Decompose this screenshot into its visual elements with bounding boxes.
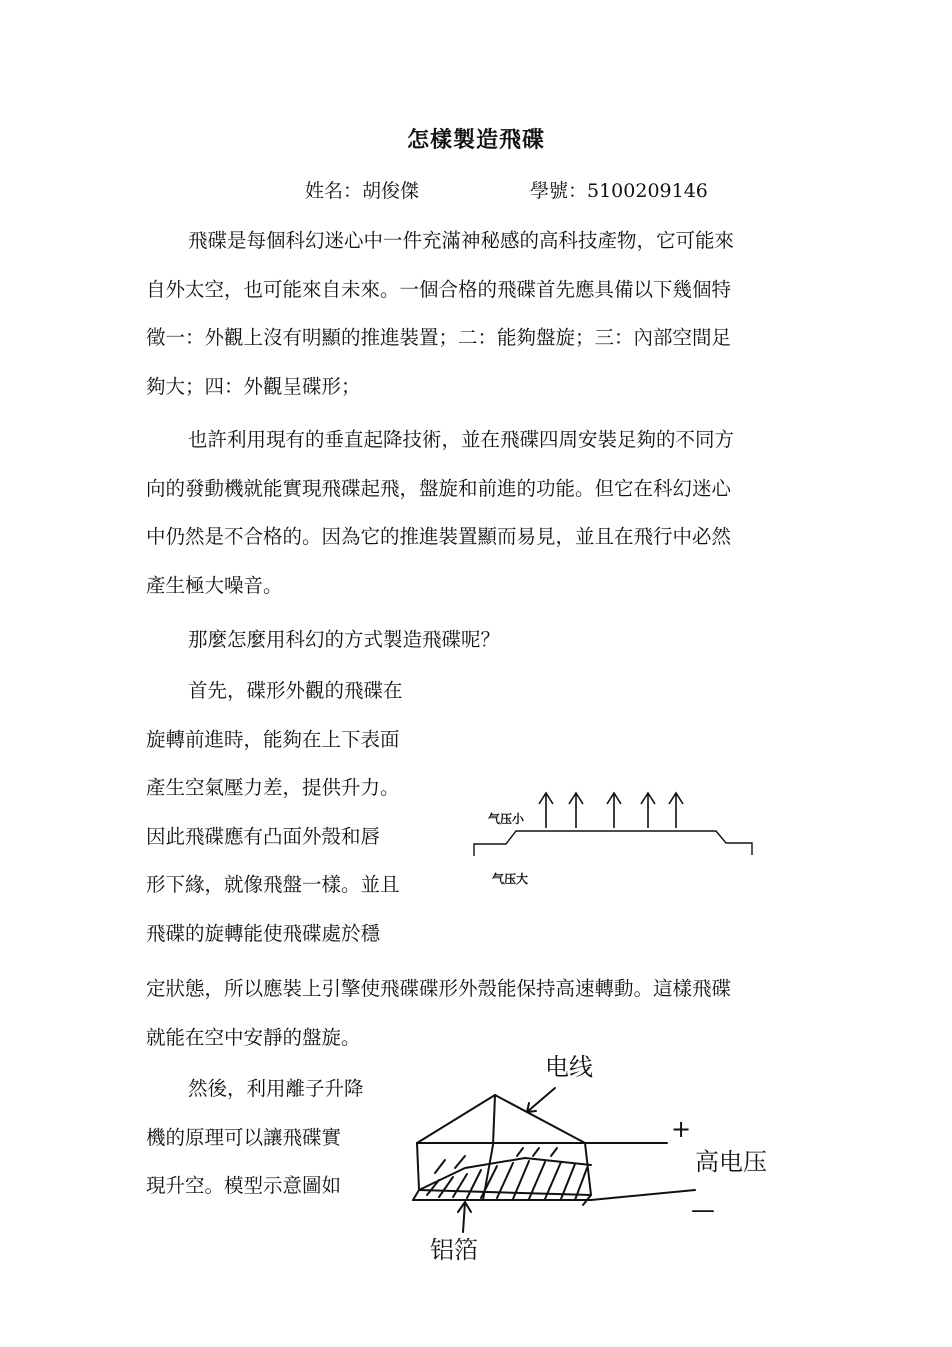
student-id: 學號：5100209146 [530, 180, 708, 202]
text-line: 飛碟的旋轉能使飛碟處於穩 [146, 921, 381, 945]
text-line: 也許利用現有的垂直起降技術，並在飛碟四周安裝足夠的不同方 [188, 428, 735, 451]
text-line: 夠大；四：外觀呈碟形； [146, 374, 361, 398]
text-line: 形下緣，就像飛盤一樣。並且 [146, 873, 400, 896]
label-wire: 电线 [545, 1053, 593, 1081]
text-line: 定狀態，所以應裝上引擎使飛碟碟形外殼能保持高速轉動。這樣飛碟 [146, 977, 732, 1000]
arrow-up-icon [607, 793, 621, 828]
label-high-pressure: 气压大 [492, 872, 529, 886]
text-line: 因此飛碟應有凸面外殼和唇 [146, 824, 381, 848]
document-title: 怎樣製造飛碟 [406, 127, 545, 153]
text-line: 徵一：外觀上沒有明顯的推進裝置；二：能夠盤旋；三：內部空間足 [146, 326, 732, 349]
text-line: 產生空氣壓力差，提供升力。 [146, 776, 400, 799]
text-line: 向的發動機就能實現飛碟起飛，盤旋和前進的功能。但它在科幻迷心 [146, 476, 732, 500]
label-high-voltage: 高电压 [695, 1148, 767, 1176]
text-line: 中仍然是不合格的。因為它的推進裝置顯而易見，並且在飛行中必然 [146, 525, 732, 548]
text-line: 旋轉前進時，能夠在上下表面 [146, 727, 400, 751]
text-line: 現升空。模型示意圖如 [146, 1174, 342, 1197]
text-line: 就能在空中安靜的盤旋。 [146, 1025, 361, 1049]
paragraph-5 [146, 1065, 391, 1211]
lift-arrows [539, 793, 683, 828]
text-line: 那麼怎麼用科幻的方式製造飛碟呢？ [188, 628, 501, 651]
paragraph-2 [146, 416, 810, 610]
arrow-up-icon [569, 793, 583, 828]
arrow-up-icon [539, 793, 553, 828]
paragraph-4 [146, 667, 436, 958]
text-line: 飛碟是每個科幻迷心中一件充滿神秘感的高科技產物，它可能來 [188, 229, 735, 252]
text-line: 產生極大噪音。 [146, 573, 283, 597]
paragraph-3 [146, 616, 810, 665]
text-line: 首先，碟形外觀的飛碟在 [188, 679, 403, 702]
arrow-up-icon [669, 793, 683, 828]
saucer-profile [474, 831, 752, 856]
text-line: 機的原理可以讓飛碟實 [146, 1125, 342, 1149]
pressure-diagram [468, 780, 763, 900]
text-line: 自外太空，也可能來自未來。一個合格的飛碟首先應具備以下幾個特 [146, 277, 732, 301]
label-minus: — [691, 1196, 715, 1224]
arrow-up-icon [641, 793, 655, 828]
label-low-pressure: 气压小 [488, 812, 525, 826]
author-name: 姓名：胡俊傑 [305, 180, 420, 202]
text-line: 然後，利用離子升降 [188, 1077, 364, 1100]
paragraph-1 [146, 217, 810, 411]
label-aluminum-foil: 铝箔 [430, 1236, 478, 1264]
ion-lifter-sketch [405, 1040, 805, 1270]
label-plus: + [671, 1115, 692, 1143]
